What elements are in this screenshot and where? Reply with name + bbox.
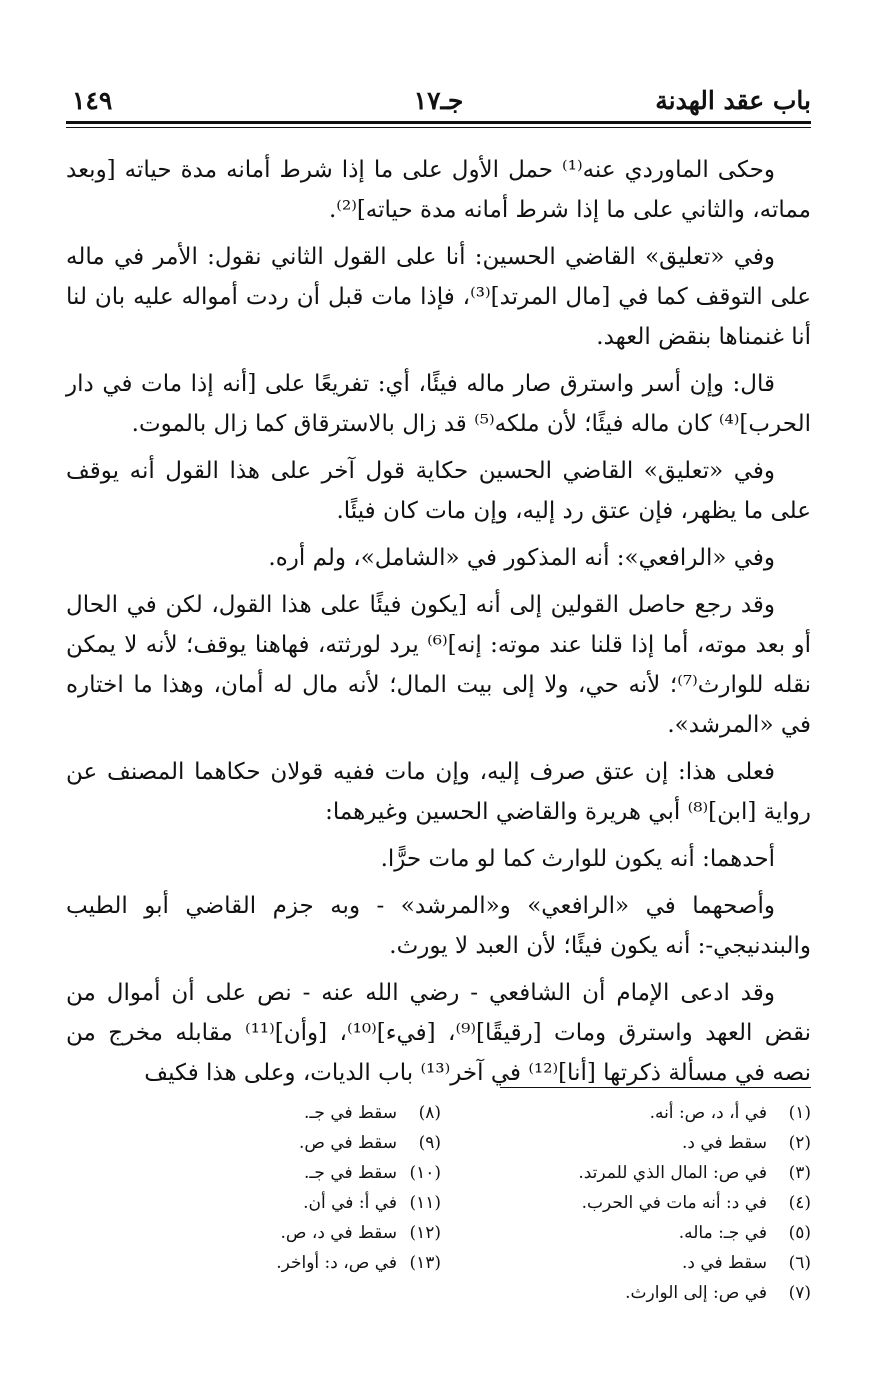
footnote-item	[69, 1098, 441, 1128]
footnote-number: (١٠)	[409, 1163, 441, 1183]
footnotes	[66, 1098, 811, 1328]
footnote-text: في ص: إلى الوارث.	[625, 1283, 767, 1303]
footnote-text: في جـ: ماله.	[678, 1223, 767, 1243]
paragraph: وفي «الرافعي»: أنه المذكور في «الشامل»، ولم أره.	[268, 545, 775, 571]
footnote-number: (٣)	[788, 1163, 811, 1183]
paragraph: وفي «تعليق» القاضي الحسين: أنا على القول الثاني نقول: الأمر في ماله على التوقف كما في [مال المرتد]⁽³⁾، فإذا مات قبل أن ردت أمواله عليه بان لنا أنا غنمناها بنقض العهد.	[66, 244, 812, 350]
header-rule-thick	[66, 121, 811, 124]
footnote-item	[69, 1158, 441, 1188]
footnote-number: (٧)	[788, 1283, 811, 1303]
footnote-separator	[500, 1087, 811, 1088]
footnote-text: في د: أنه مات في الحرب.	[581, 1193, 767, 1213]
footnote-text: سقط في د.	[681, 1253, 767, 1273]
footnote-text: في ص، د: أواخر.	[276, 1253, 397, 1273]
footnote-item	[69, 1128, 441, 1158]
footnote-item	[439, 1278, 811, 1308]
footnote-text: سقط في جـ.	[304, 1163, 397, 1183]
footnote-text: سقط في د.	[681, 1133, 767, 1153]
footnote-item	[69, 1188, 441, 1218]
footnote-number: (٤)	[788, 1193, 811, 1213]
main-text	[66, 150, 811, 1100]
paragraph: فعلى هذا: إن عتق صرف إليه، وإن مات ففيه قولان حكاهما المصنف عن رواية [ابن]⁽⁸⁾ أبي هريرة والقاضي الحسين وغيرهما:	[66, 759, 811, 825]
footnotes-column-right	[439, 1098, 811, 1308]
footnote-number: (١٣)	[409, 1253, 441, 1273]
paragraph: وقد رجع حاصل القولين إلى أنه [يكون فيئًا على هذا القول، لكن في الحال أو بعد موته، أما إذا قلنا عند موته: إنه]⁽⁶⁾ يرد لورثته، فهاهنا يوقف؛ لأنه لا يمكن نقله للوارث⁽⁷⁾؛ لأنه حي، ولا إلى بيت المال؛ لأنه مال له أمان، وهذا ما اختاره في «المرشد».	[66, 592, 811, 738]
running-header	[66, 84, 811, 118]
footnote-item	[439, 1248, 811, 1278]
paragraph: وأصحهما في «الرافعي» و«المرشد» - وبه جزم القاضي أبو الطيب والبندنيجي-: أنه يكون فيئًا؛ لأن العبد لا يورث.	[66, 893, 811, 959]
footnote-number: (٢)	[788, 1133, 811, 1153]
paragraph: وفي «تعليق» القاضي الحسين حكاية قول آخر على هذا القول أنه يوقف على ما يظهر، فإن عتق رد إليه، وإن مات كان فيئًا.	[66, 458, 811, 524]
paragraph: وقد ادعى الإمام أن الشافعي - رضي الله عنه - نص على أن أموال من نقض العهد واسترق ومات [رقيقًا]⁽⁹⁾، [فيء]⁽¹⁰⁾، [وأن]⁽¹¹⁾ مقابله مخرج من نصه في مسألة ذكرتها [أنا]⁽¹²⁾ في آخر⁽¹³⁾ باب الديات، وعلى هذا فكيف	[66, 980, 811, 1086]
footnote-number: (٨)	[418, 1103, 441, 1123]
footnote-item	[439, 1158, 811, 1188]
footnote-item	[439, 1098, 811, 1128]
footnote-number: (٥)	[788, 1223, 811, 1243]
footnote-item	[439, 1188, 811, 1218]
volume-label: جـ١٧	[413, 86, 464, 115]
chapter-title: باب عقد الهدنة	[655, 86, 811, 115]
paragraph: وحكى الماوردي عنه⁽¹⁾ حمل الأول على ما إذا شرط أمانه مدة حياته [وبعد مماته، والثاني على ما إذا شرط أمانه مدة حياته]⁽²⁾.	[66, 157, 811, 223]
header-rule-thin	[66, 127, 811, 128]
footnotes-column-left	[69, 1098, 441, 1278]
footnote-text: في أ، د، ص: أنه.	[649, 1103, 767, 1123]
footnote-number: (١)	[788, 1103, 811, 1123]
footnote-text: سقط في ص.	[298, 1133, 397, 1153]
footnote-text: في أ: في أن.	[303, 1193, 397, 1213]
paragraph: قال: وإن أسر واسترق صار ماله فيئًا، أي: تفريعًا على [أنه إذا مات في دار الحرب]⁽⁴⁾ كان ماله فيئًا؛ لأن ملكه⁽⁵⁾ قد زال بالاسترقاق كما زال بالموت.	[66, 371, 811, 437]
footnote-item	[69, 1248, 441, 1278]
paragraph: أحدهما: أنه يكون للوارث كما لو مات حرًّا.	[380, 846, 775, 872]
footnote-number: (٦)	[788, 1253, 811, 1273]
footnote-number: (١٢)	[409, 1223, 441, 1243]
footnote-text: سقط في د، ص.	[280, 1223, 397, 1243]
page-number: ١٤٩	[72, 86, 113, 115]
footnote-item	[69, 1218, 441, 1248]
footnote-text: سقط في جـ.	[304, 1103, 397, 1123]
footnote-number: (١١)	[409, 1193, 441, 1213]
footnote-item	[439, 1128, 811, 1158]
footnote-item	[439, 1218, 811, 1248]
footnote-number: (٩)	[418, 1133, 441, 1153]
footnote-text: في ص: المال الذي للمرتد.	[578, 1163, 767, 1183]
